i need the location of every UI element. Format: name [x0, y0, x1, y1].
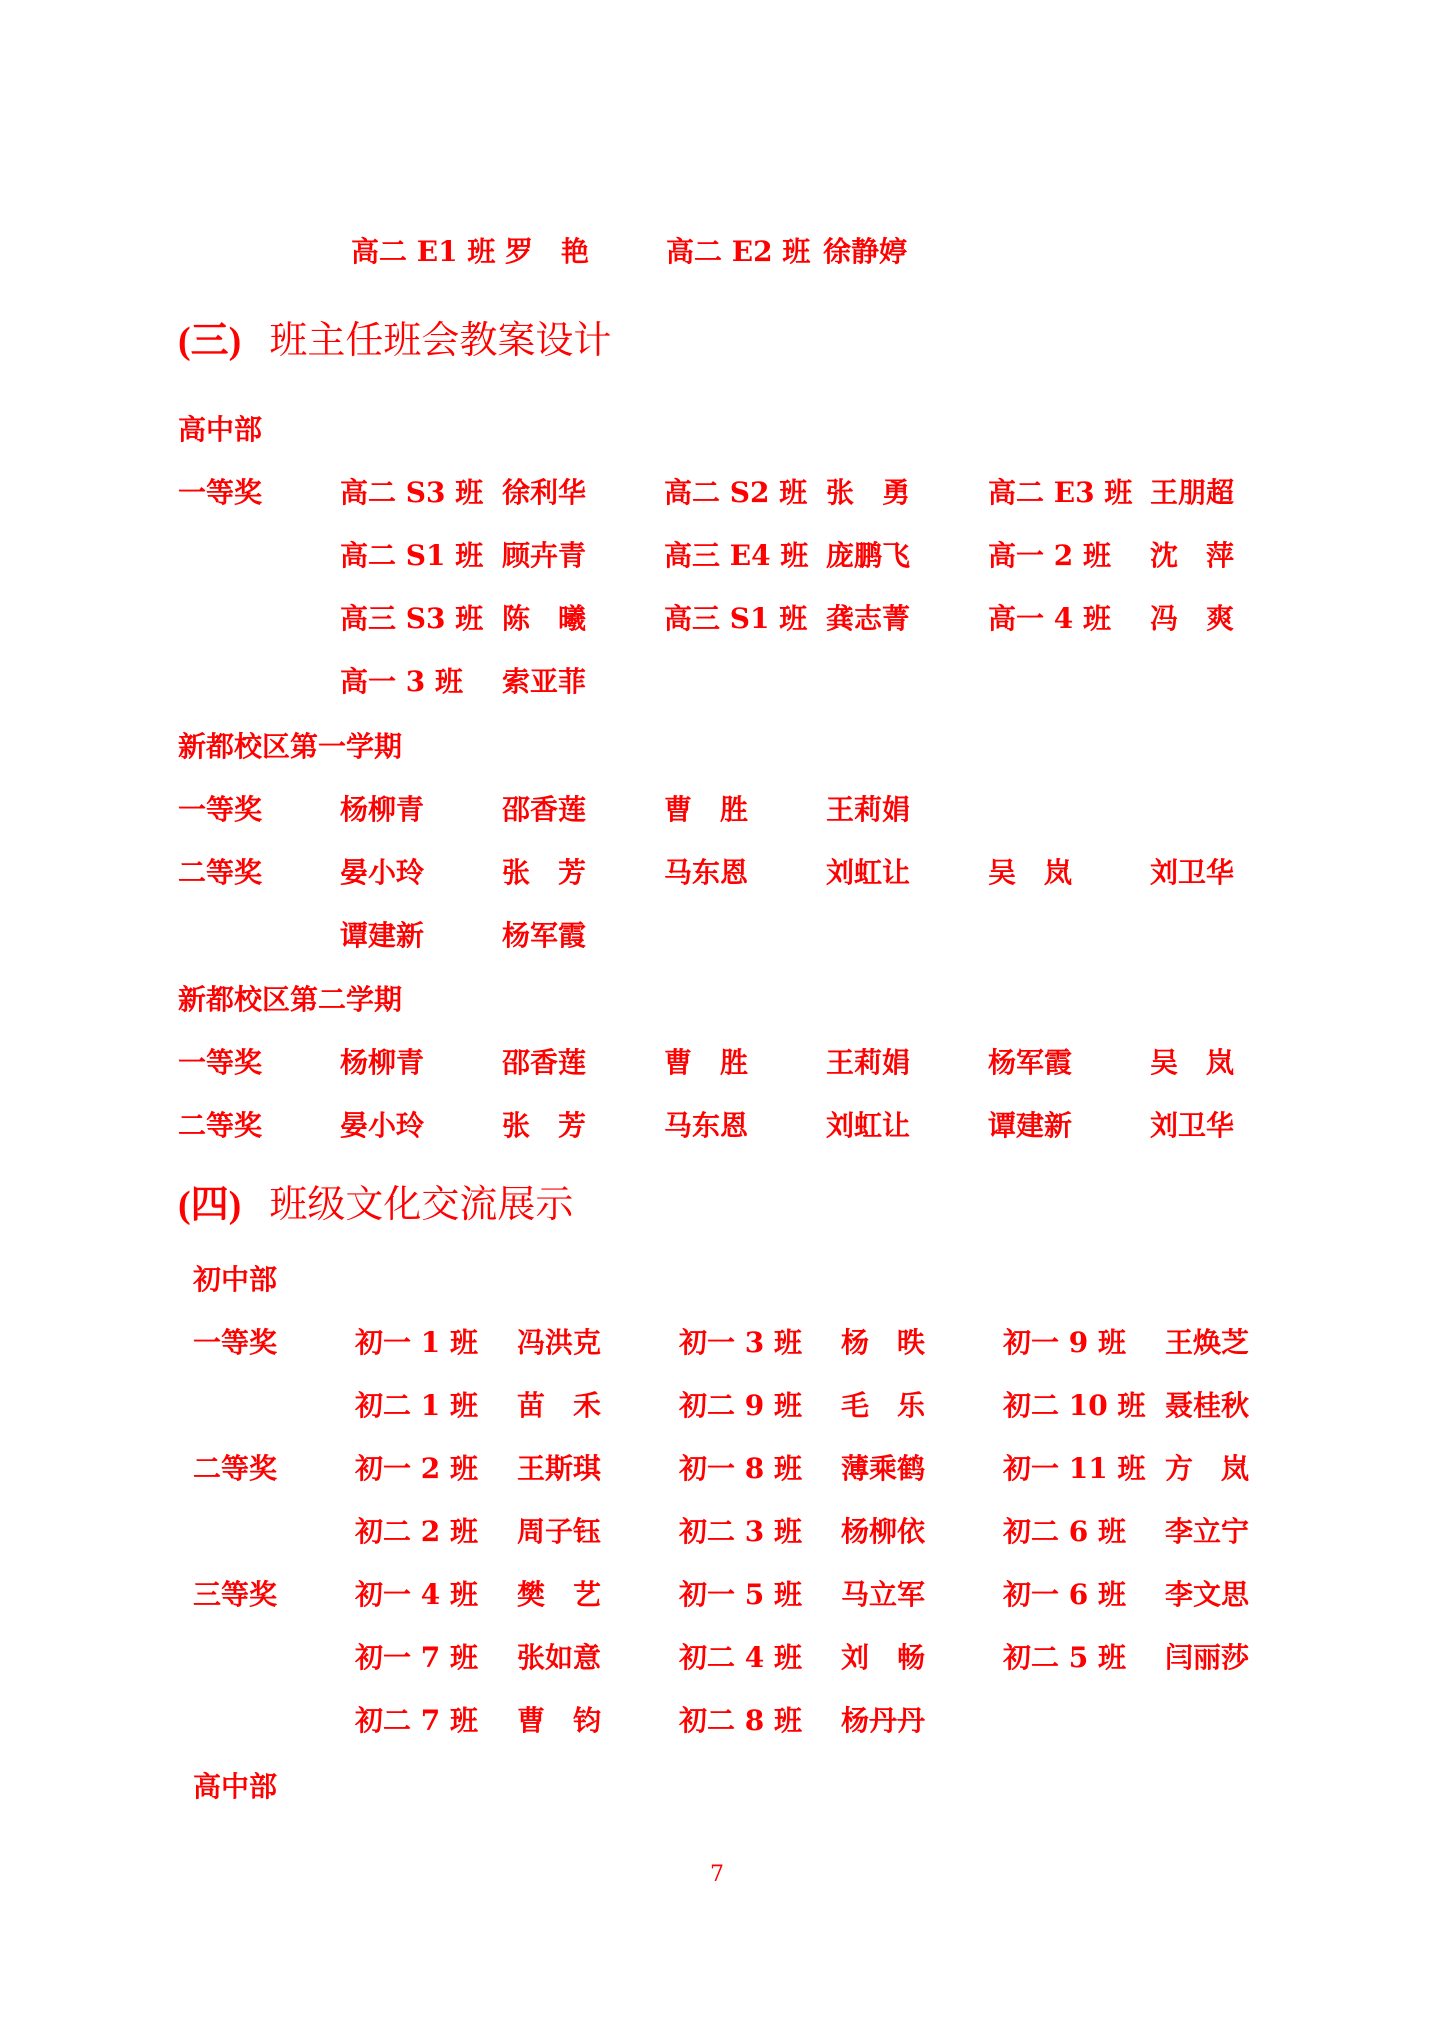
award-entry: 沈 萍: [1150, 539, 1235, 572]
sub-heading: 新都校区第一学期: [178, 730, 403, 763]
award-entry: 刘卫华: [1150, 1109, 1235, 1142]
sub-heading: 高中部: [178, 413, 263, 446]
award-entry: 马东恩: [664, 1109, 749, 1142]
award-entry: 高二 S2 班: [664, 476, 808, 509]
award-entry: 刘 畅: [841, 1641, 926, 1674]
award-entry: 初二 10 班: [1003, 1389, 1146, 1422]
award-entry: 初二 9 班: [679, 1389, 802, 1422]
section-4-heading: [178, 1178, 573, 1230]
award-entry: 杨柳青: [340, 793, 425, 826]
award-row: [0, 1386, 1434, 1426]
award-entry: 邵香莲: [502, 793, 587, 826]
award-row: [0, 1638, 1434, 1678]
award-row: [0, 599, 1434, 639]
award-entry: 杨 昳: [841, 1326, 926, 1359]
award-entry: 初一 8 班: [679, 1452, 802, 1485]
award-entry: 初二 8 班: [679, 1704, 802, 1737]
award-entry: 方 岚: [1165, 1452, 1250, 1485]
award-level: 二等奖: [178, 1109, 263, 1142]
award-row: [0, 916, 1434, 956]
award-entry: 初一 6 班: [1003, 1578, 1126, 1611]
award-level: 一等奖: [178, 793, 263, 826]
award-entry: 杨柳青: [340, 1046, 425, 1079]
award-entry: 谭建新: [988, 1109, 1073, 1142]
award-entry: 王焕芝: [1165, 1326, 1250, 1359]
award-entry: 高一 3 班: [340, 665, 463, 698]
award-row: [0, 1701, 1434, 1741]
cell-class: 高二 E2 班: [666, 235, 811, 268]
sub-heading: 高中部: [193, 1770, 278, 1803]
award-entry: 高三 S3 班: [340, 602, 484, 635]
award-entry: 邵香莲: [502, 1046, 587, 1079]
award-entry: 樊 艺: [517, 1578, 602, 1611]
award-row: [0, 1323, 1434, 1363]
award-entry: 初一 3 班: [679, 1326, 802, 1359]
award-row: [0, 1512, 1434, 1552]
award-row: [0, 662, 1434, 702]
section-4-title: 班级文化交流展示: [269, 1182, 574, 1226]
award-entry: 王莉娟: [826, 793, 911, 826]
award-row: [0, 1575, 1434, 1615]
award-entry: 王朋超: [1150, 476, 1235, 509]
award-entry: 陈 曦: [502, 602, 587, 635]
award-entry: 薄乘鹤: [841, 1452, 926, 1485]
award-entry: 曹 钧: [517, 1704, 602, 1737]
award-entry: 初一 7 班: [355, 1641, 478, 1674]
section-3-title: 班主任班会教案设计: [269, 318, 612, 362]
award-entry: 李文思: [1165, 1578, 1250, 1611]
award-entry: 高二 S3 班: [340, 476, 484, 509]
xd2-label: [0, 980, 1434, 1020]
award-entry: 初一 5 班: [679, 1578, 802, 1611]
section-4-number: (四): [178, 1184, 242, 1226]
award-entry: 周子钰: [517, 1515, 602, 1548]
award-entry: 初一 11 班: [1003, 1452, 1146, 1485]
award-entry: 王斯琪: [517, 1452, 602, 1485]
page-number: 7: [710, 1862, 724, 1887]
award-row: [0, 536, 1434, 576]
award-entry: 高三 E4 班: [664, 539, 809, 572]
award-entry: 高一 2 班: [988, 539, 1111, 572]
section-3-number: (三): [178, 320, 242, 362]
award-entry: 吴 岚: [988, 856, 1073, 889]
gaozhong-label: [0, 410, 1434, 450]
award-entry: 冯洪克: [517, 1326, 602, 1359]
award-entry: 初一 9 班: [1003, 1326, 1126, 1359]
section-3-heading: [178, 314, 611, 366]
xd1-label: [0, 727, 1434, 767]
award-level: 一等奖: [178, 476, 263, 509]
award-entry: 吴 岚: [1150, 1046, 1235, 1079]
award-entry: 刘虹让: [826, 1109, 911, 1142]
award-level: 一等奖: [193, 1326, 278, 1359]
award-entry: 初二 6 班: [1003, 1515, 1126, 1548]
cell-class: 高二 E1 班: [351, 235, 496, 268]
gaozhong-label-2: [0, 1767, 1434, 1807]
award-entry: 张 芳: [502, 856, 587, 889]
award-entry: 杨军霞: [502, 919, 587, 952]
award-entry: 闫丽莎: [1165, 1641, 1250, 1674]
award-entry: 高二 E3 班: [988, 476, 1133, 509]
award-level: 一等奖: [178, 1046, 263, 1079]
award-row: [0, 790, 1434, 830]
award-entry: 庞鹏飞: [826, 539, 911, 572]
award-entry: 杨军霞: [988, 1046, 1073, 1079]
award-entry: 张 勇: [826, 476, 911, 509]
award-entry: 马立军: [841, 1578, 926, 1611]
award-level: 二等奖: [178, 856, 263, 889]
award-row: [0, 1106, 1434, 1146]
award-entry: 徐利华: [502, 476, 587, 509]
award-entry: 初二 2 班: [355, 1515, 478, 1548]
award-entry: 刘虹让: [826, 856, 911, 889]
award-entry: 初二 4 班: [679, 1641, 802, 1674]
award-entry: 王莉娟: [826, 1046, 911, 1079]
cell-name: 罗 艳: [505, 235, 590, 268]
award-row: [0, 1043, 1434, 1083]
award-entry: 初二 3 班: [679, 1515, 802, 1548]
award-entry: 聂桂秋: [1165, 1389, 1250, 1422]
award-entry: 苗 禾: [517, 1389, 602, 1422]
award-entry: 晏小玲: [340, 1109, 425, 1142]
sub-heading: 初中部: [193, 1263, 278, 1296]
award-level: 二等奖: [193, 1452, 278, 1485]
award-entry: 李立宁: [1165, 1515, 1250, 1548]
award-entry: 曹 胜: [664, 1046, 749, 1079]
top-row: [0, 232, 1434, 272]
award-entry: 马东恩: [664, 856, 749, 889]
award-entry: 索亚菲: [502, 665, 587, 698]
award-row: [0, 853, 1434, 893]
award-entry: 初一 2 班: [355, 1452, 478, 1485]
award-entry: 初二 5 班: [1003, 1641, 1126, 1674]
award-entry: 高二 S1 班: [340, 539, 484, 572]
award-entry: 冯 爽: [1150, 602, 1235, 635]
cell-name: 徐静婷: [823, 235, 908, 268]
award-entry: 杨柳依: [841, 1515, 926, 1548]
award-row: [0, 473, 1434, 513]
chuzhong-label: [0, 1260, 1434, 1300]
award-entry: 初二 1 班: [355, 1389, 478, 1422]
award-row: [0, 1449, 1434, 1489]
award-entry: 张如意: [517, 1641, 602, 1674]
award-entry: 龚志菁: [826, 602, 911, 635]
award-entry: 初一 1 班: [355, 1326, 478, 1359]
award-entry: 曹 胜: [664, 793, 749, 826]
award-entry: 顾卉青: [502, 539, 587, 572]
award-entry: 刘卫华: [1150, 856, 1235, 889]
award-entry: 毛 乐: [841, 1389, 926, 1422]
award-entry: 杨丹丹: [841, 1704, 926, 1737]
award-entry: 初一 4 班: [355, 1578, 478, 1611]
sub-heading: 新都校区第二学期: [178, 983, 403, 1016]
award-entry: 张 芳: [502, 1109, 587, 1142]
award-entry: 初二 7 班: [355, 1704, 478, 1737]
award-entry: 高三 S1 班: [664, 602, 808, 635]
award-entry: 谭建新: [340, 919, 425, 952]
award-entry: 高一 4 班: [988, 602, 1111, 635]
award-entry: 晏小玲: [340, 856, 425, 889]
award-level: 三等奖: [193, 1578, 278, 1611]
